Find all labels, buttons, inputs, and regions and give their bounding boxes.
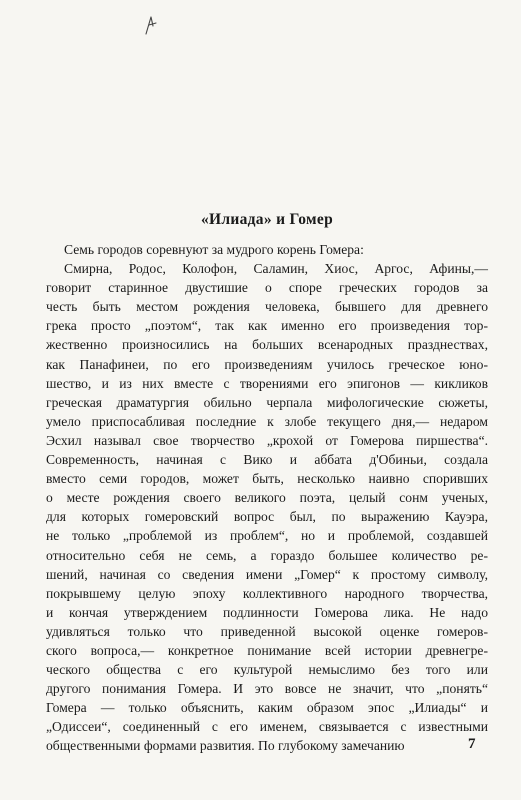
page-body <box>46 210 488 756</box>
text-line: шество, и из них вместе с творениями его эпигонов — кикликов <box>46 375 488 391</box>
text-line: покрывшему целую эпоху коллективного народного творчества, <box>46 585 488 601</box>
text-line: Смирна, Родос, Колофон, Саламин, Хиос, Аргос, Афины,— <box>64 261 488 277</box>
text-line: ческого общества с его культурой немыслимо без того или <box>46 662 488 678</box>
text-line: грека просто „поэтом“, так как именно его произведения тор- <box>46 318 488 334</box>
page-number: 7 <box>468 736 476 752</box>
text-line: Современность, начиная с Вико и аббата д'Обиньи, создала <box>46 452 488 468</box>
text-line: не только „проблемой из проблем“, но и проблемой, создавшей <box>46 528 488 544</box>
text-line: другого понимания Гомера. И это вовсе не значит, что „понять“ <box>46 681 488 697</box>
text-line: умело приспосабливая последние к злобе текущего дня,— недаром <box>46 413 488 429</box>
text-line: удивляться только что приведенной высокой оценке гомеров- <box>46 623 488 639</box>
text-line: и кончая утверждением подлинности Гомерова лика. Не надо <box>46 604 488 620</box>
text-line: вместо семи городов, может быть, несколько наивно споривших <box>46 471 488 487</box>
text-line: шений, начиная со сведения имени „Гомер“ к простому символу, <box>46 566 488 582</box>
text-line: Эсхил называл свое творчество „крохой от Гомерова пиршества“. <box>46 432 488 448</box>
text-line: честь быть местом рождения человека, бывшего для древнего <box>46 299 488 315</box>
epigraph-line: Семь городов соревнуют за мудрого корень Гомера: <box>64 242 364 257</box>
text-line: общественными формами развития. По глубокому замечанию <box>46 738 405 754</box>
text-line: ского вопроса,— конкретное понимание всей истории древнегре- <box>46 642 488 658</box>
text-line: говорит старинное двустишие о споре греческих городов за <box>46 280 488 296</box>
text-block <box>46 259 488 755</box>
text-line: Гомера — только объяснить, каким образом эпос „Илиады“ и <box>46 700 488 716</box>
text-line: жественно произносились на больших всенародных празднествах, <box>46 337 488 353</box>
text-line: относительно себя не семь, а гораздо большее количество ре- <box>46 547 488 563</box>
text-line: греческая драматургия обильно черпала мифологические сюжеты, <box>46 394 488 410</box>
text-line: для которых гомеровский вопрос был, по выражению Кауэра, <box>46 509 488 525</box>
text-line: как Панафинеи, по его произведениям училось греческое юно- <box>46 356 488 372</box>
text-line: о месте рождения своего великого поэта, целый сонм ученых, <box>46 490 488 506</box>
chapter-title: «Илиада» и Гомер <box>200 211 334 228</box>
text-line: „Одиссеи“, соединенный с его именем, связывается с известными <box>46 719 488 735</box>
handwritten-mark <box>143 14 159 36</box>
